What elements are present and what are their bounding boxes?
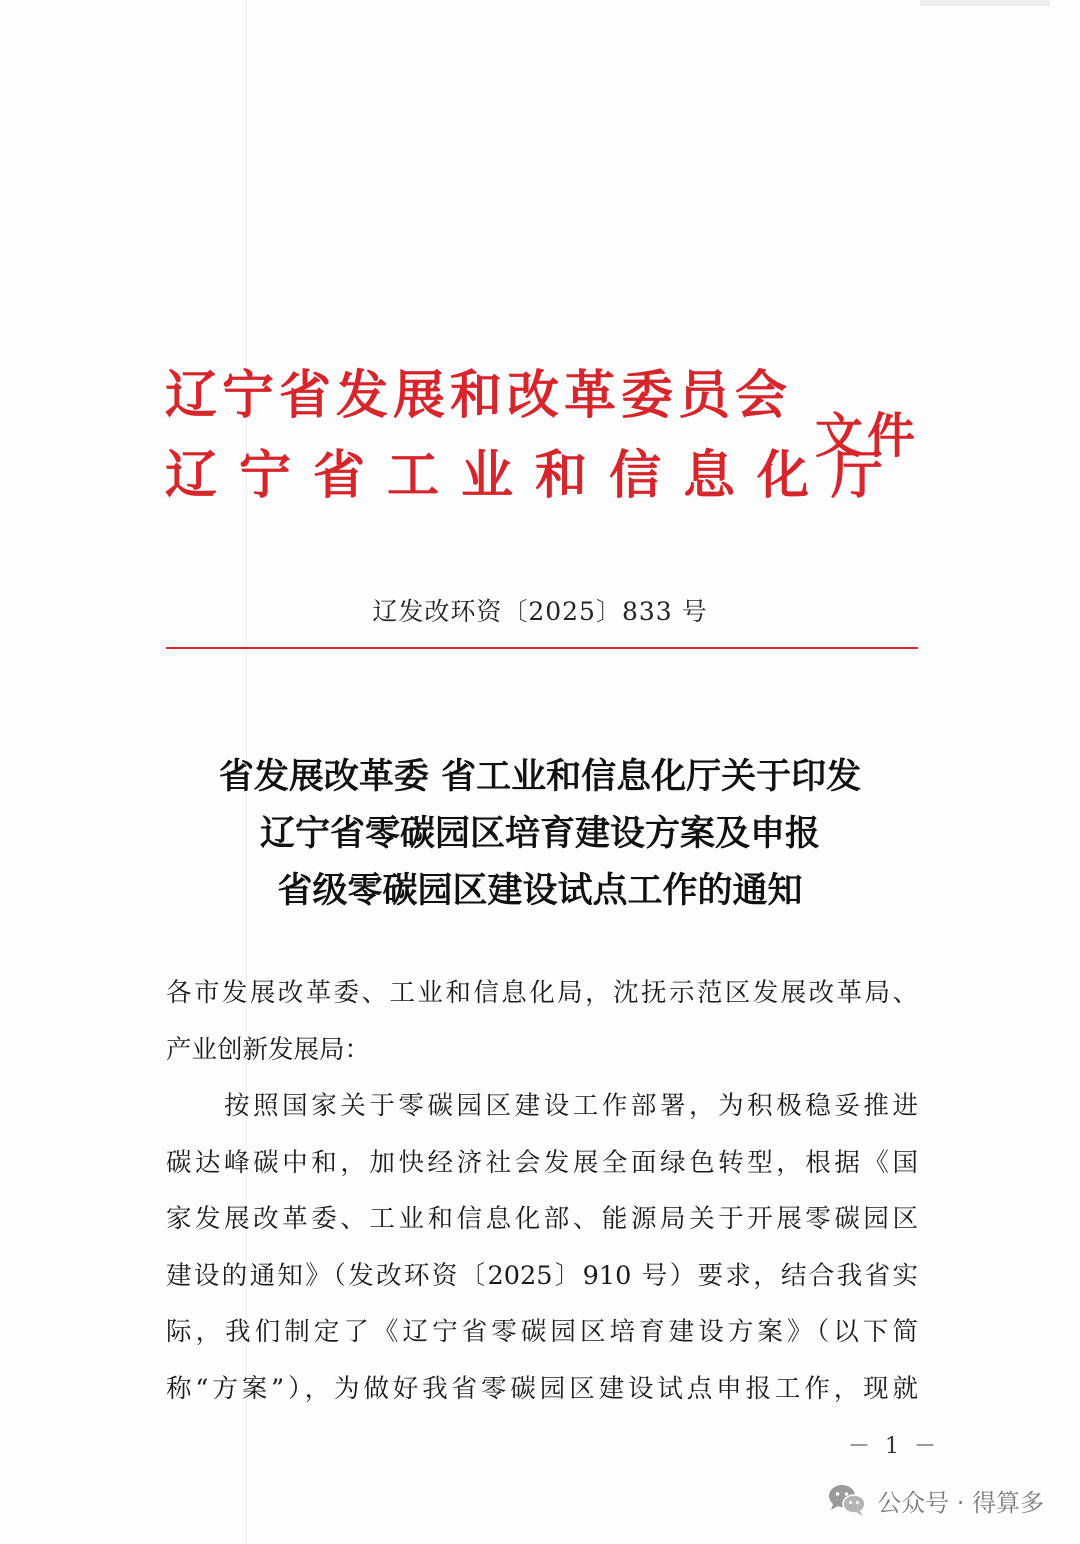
page-number: － 1 － (848, 1434, 940, 1459)
body-text (166, 965, 918, 1417)
red-header (165, 360, 925, 520)
body-line-6: 建设的通知》（发改环资〔2025〕910 号）要求，结合我省实 (166, 1260, 918, 1291)
document-number: 辽发改环资〔2025〕833 号 (372, 597, 708, 626)
watermark (827, 1478, 1044, 1522)
body-line-8: 称“方案”），为做好我省零碳园区建设试点申报工作，现就 (166, 1373, 918, 1404)
scan-mark (920, 0, 1050, 6)
body-line-5: 家发展改革委、工业和信息化部、能源局关于开展零碳园区 (166, 1204, 918, 1234)
title-line-3: 省级零碳园区建设试点工作的通知 (277, 870, 803, 911)
issuer-line-2: 辽宁省工业和信息化厅 (165, 445, 906, 506)
title-line-2: 辽宁省零碳园区培育建设方案及申报 (259, 813, 820, 854)
file-word: 文件 (815, 408, 920, 464)
addressee-line-1: 各市发展改革委、工业和信息化局，沈抚示范区发展改革局、 (166, 978, 918, 1008)
wechat-icon (827, 1483, 867, 1517)
body-line-7: 际，我们制定了《辽宁省零碳园区培育建设方案》（以下简 (166, 1317, 918, 1347)
addressee-line-2: 产业创新发展局： (166, 1034, 371, 1065)
issuer-line-1: 辽宁省发展和改革委员会 (165, 365, 793, 426)
document-title (0, 748, 1080, 919)
title-line-1: 省发展改革委 省工业和信息化厅关于印发 (218, 756, 862, 797)
red-divider (166, 647, 918, 649)
body-line-4: 碳达峰碳中和，加快经济社会发展全面绿色转型，根据《国 (166, 1147, 918, 1178)
body-line-3: 按照国家关于零碳园区建设工作部署，为积极稳妥推进 (224, 1091, 918, 1121)
watermark-text: 公众号 · 得算多 (877, 1488, 1044, 1517)
